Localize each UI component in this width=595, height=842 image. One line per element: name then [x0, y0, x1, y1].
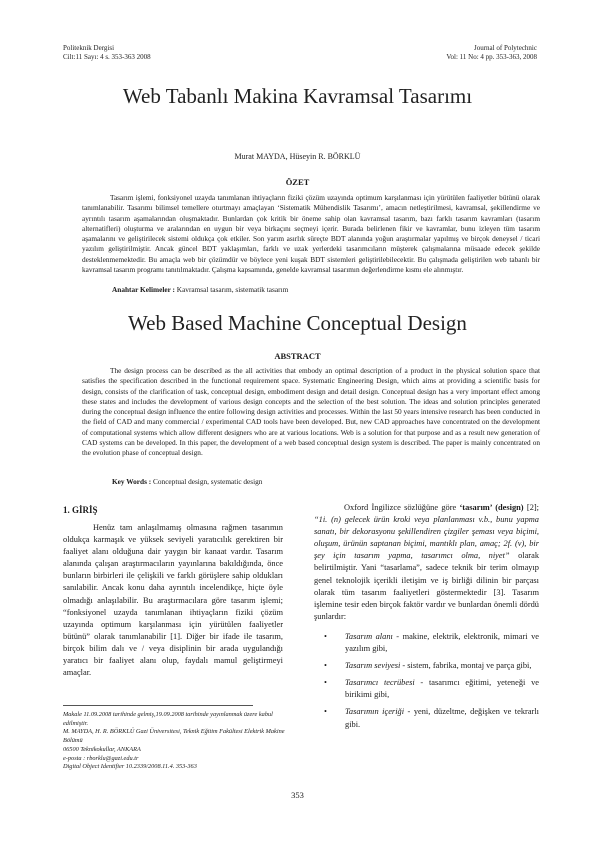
ozet-keywords	[112, 285, 570, 294]
bullet-icon: •	[324, 631, 327, 641]
list-item-term: Tasarımcı tecrübesi	[345, 678, 415, 688]
list-item-text: - yeni, düzeltme, değişken ve tekrarlı gibi.	[345, 707, 539, 729]
list-item	[314, 660, 539, 672]
giris-body	[63, 522, 283, 679]
definition-term: ‘tasarım’ (design)	[459, 503, 524, 512]
definition-intro: Oxford İngilizce sözlüğüne göre	[344, 503, 460, 512]
journal-volume-en: Vol: 11 No: 4 pp. 353-363, 2008	[446, 53, 537, 61]
ozet-heading: ÖZET	[285, 177, 310, 187]
journal-volume-tr: Cilt:11 Sayı: 4 s. 353-363 2008	[63, 53, 151, 61]
journal-name-en: Journal of Polytechnic	[474, 44, 537, 52]
footnote-received: Makale 11.09.2008 tarihinde gelmiş,19.09.2008 tarihinde yayınlanmak üzere kabul edilmiştir.	[63, 711, 273, 727]
list-item-term: Tasarım seviyesi	[345, 661, 401, 671]
footnote-doi: Digital Object Identifier 10.2339/2008.11.4. 353-363	[63, 763, 197, 771]
footnote-email: e-posta : rborklu@gazi.edu.tr	[63, 754, 139, 762]
bullet-icon: •	[324, 707, 327, 717]
paper-title-en: Web Based Machine Conceptual Design	[128, 311, 467, 335]
giris-paragraph: Henüz tam anlaşılmamış olmasına rağmen tasarımın oldukça karmaşık ve yüksek seviyeli yaratıcılık gerektiren bir faaliyet alanı olduğuna dair yaygın bir kanaat vardır. Tasarım alanında çalışan araştırmacıların yayınlarına bakıldığında, önce bunların birbirleri ile çelişkili ve farklı görüşlere sahip oldukları sanılabilir. Ancak konu daha ayrıntılı incelendikçe, hiçte öyle olmadığı anlaşılabilir. Bu araştırmacılara göre tasarım işlemi; “fonksiyonel uzayda tanımlanan ihtiyaçların fiziki çözüm uzayında optimum karşılanması için yürütülen faaliyetler bütünü” olarak tanımlanabilir [1]. Diğer bir ifade ile tasarım, birçok bilim dalı ve / veya disiplinin bir arada uygulandığı yaratıcı bir faaliyet alanı olup, faydalı mamul geliştirmeyi amaçlar.	[63, 523, 283, 678]
footnote-address: 06500 Teknikokullar, ANKARA	[63, 745, 141, 753]
journal-header-tr	[63, 44, 151, 62]
journal-header-en	[446, 44, 537, 62]
page-number: 353	[291, 790, 304, 800]
paper-title-tr: Web Tabanlı Makina Kavramsal Tasarımı	[122, 84, 473, 108]
list-item-text: - sistem, fabrika, montaj ve parça gibi,	[400, 661, 532, 671]
abstract-heading: ABSTRACT	[274, 351, 321, 361]
bullet-icon: •	[324, 661, 327, 671]
ozet-text: Tasarım işlemi, fonksiyonel uzayda tanımlanan ihtiyaçların fiziki çözüm uzayında optimum karşılanması için yürütülen faaliyetler bütünü olarak tanımlanabilir. Tasarımı bilimsel temellere oturtmayı amaçlayan ‘Sistematik Mühendislik Tasarımı’, amacın netleştirilmesi, kavramsal, şekillendirme ve ayrıntılı tasarım aşamalarından oluşmaktadır. Bunlardan çok kritik bir öneme sahip olan kavramsal tasarım, bazı farklı tasarım kavramları (tasarım alternatifleri) oluşturma ve aralarından en uygun bir veya birkaçını seçmeyi içerir. Burada belirlenen fikir ve kavramlar, bunu izleyen tüm tasarım aşamalarını ve geliştirilecek sistemi oldukça çok etkiler. Son yarım asırlık süreçte BDT alanında yoğun araştırmalar yapılmış ve birçok deneysel / ticari yazılım geliştirilmiştir. Ancak güncel BDT yaklaşımları, farklı ve uzak yerlerdeki tasarımcıların müşterek çalışmalarına müsaade edecek şekilde desteklenmemektedir. Bu amaçla web bir çözümdür ve böylece yeni kuşak BDT sistemleri geliştirilebilecektir. Bu çalışmada geliştirilen web tabanlı bir kavramsal tasarım programı tanıtılmaktadır. Çalışma kapsamında, genelde kavramsal tasarımın değerlendirme kısmı ele alınmıştır.	[82, 193, 540, 275]
right-column	[314, 502, 539, 736]
left-column	[63, 505, 283, 679]
abstract-keywords	[112, 477, 570, 486]
footnote-rule	[63, 705, 253, 706]
bullet-icon: •	[324, 678, 327, 688]
journal-name-tr: Politeknik Dergisi	[63, 44, 115, 52]
abstract-text: The design process can be described as the all activities that embody an optimal description of a product in the physical solution space that satisfies the specification described in the functional requirement space. Systematic Engineering Design, which aims at providing a scientific basis for design, consists of the clarification of task, conceptual design, embodiment design and detail design. Conceptual design has a very important effect among these states and includes the development of various design concepts and the selection of the best solution. The ideas and solution principles generated during the conceptual design influence the entire following design activities and processes. Within the last 50 years intensive research has been conducted in the field of CAD and many commercial / experimental CAD tools have been developed. But, new CAD approaches have concentrated on the development of computational systems which allow different designers who are at various locations. Web is a solution for that purpose and as a result new generation of CAD systems can be developed. In this paper, the development of a web based conceptual design system is described. The paper is mainly concentrated on the evolution phase of conceptual design.	[82, 366, 540, 458]
abstract-keywords-value: Conceptual design, systematic design	[151, 477, 263, 486]
abstract-body	[82, 366, 540, 459]
abstract-keywords-label: Key Words :	[112, 477, 152, 486]
definition-rest: olarak belirtilmiştir. Yani “tasarlama”, sadece teknik bir terim olmayıp genel teknolojik içerikli iletişim ve iş birliği dilinin bir parçası olarak tüm tasarım faaliyetleri göstermektedir [3]. Tasarım işlemine tesir eden birçok faktör vardır ve bunlardan önemli dördü şunlardır:	[314, 551, 540, 621]
list-item-text: - tasarımcı eğitimi, yeteneği ve birikimi gibi,	[345, 678, 539, 700]
definition-paragraph	[314, 502, 539, 623]
definition-ref: [2];	[523, 503, 539, 512]
factor-list	[314, 631, 539, 731]
ozet-body	[82, 193, 540, 275]
list-item-term: Tasarım alanı	[345, 631, 393, 641]
ozet-keywords-label: Anahtar Kelimeler :	[112, 285, 175, 294]
list-item	[314, 677, 539, 701]
authors: Murat MAYDA, Hüseyin R. BÖRKLÜ	[234, 152, 361, 161]
footnote	[63, 711, 288, 772]
list-item	[314, 706, 539, 730]
list-item	[314, 631, 539, 655]
list-item-text: - makine, elektrik, elektronik, mimari ve yazılım gibi,	[345, 631, 539, 654]
definition-quote: “1i. (n) gelecek ürün kroki veya planlanması v.b., bunu yapma sanatı, bir dekorasyonu şekillendiren çizgiler şeması veya biçimi, oluşum, ürünün saptanan biçimi, mantıklı plan, amaç; 2f. (v), bir şey için tasarım yapma, tasarımcı olma, niyet”	[314, 515, 539, 561]
section-heading-giris: 1. GİRİŞ	[63, 505, 98, 515]
ozet-keywords-value: Kavramsal tasarım, sistematik tasarım	[174, 285, 289, 294]
footnote-affiliation: M. MAYDA, H. R. BÖRKLÜ Gazi Üniversitesi, Teknik Eğitim Fakültesi Elektrik Makine Bölümü	[63, 728, 285, 745]
list-item-term: Tasarımın içeriği	[345, 707, 405, 717]
